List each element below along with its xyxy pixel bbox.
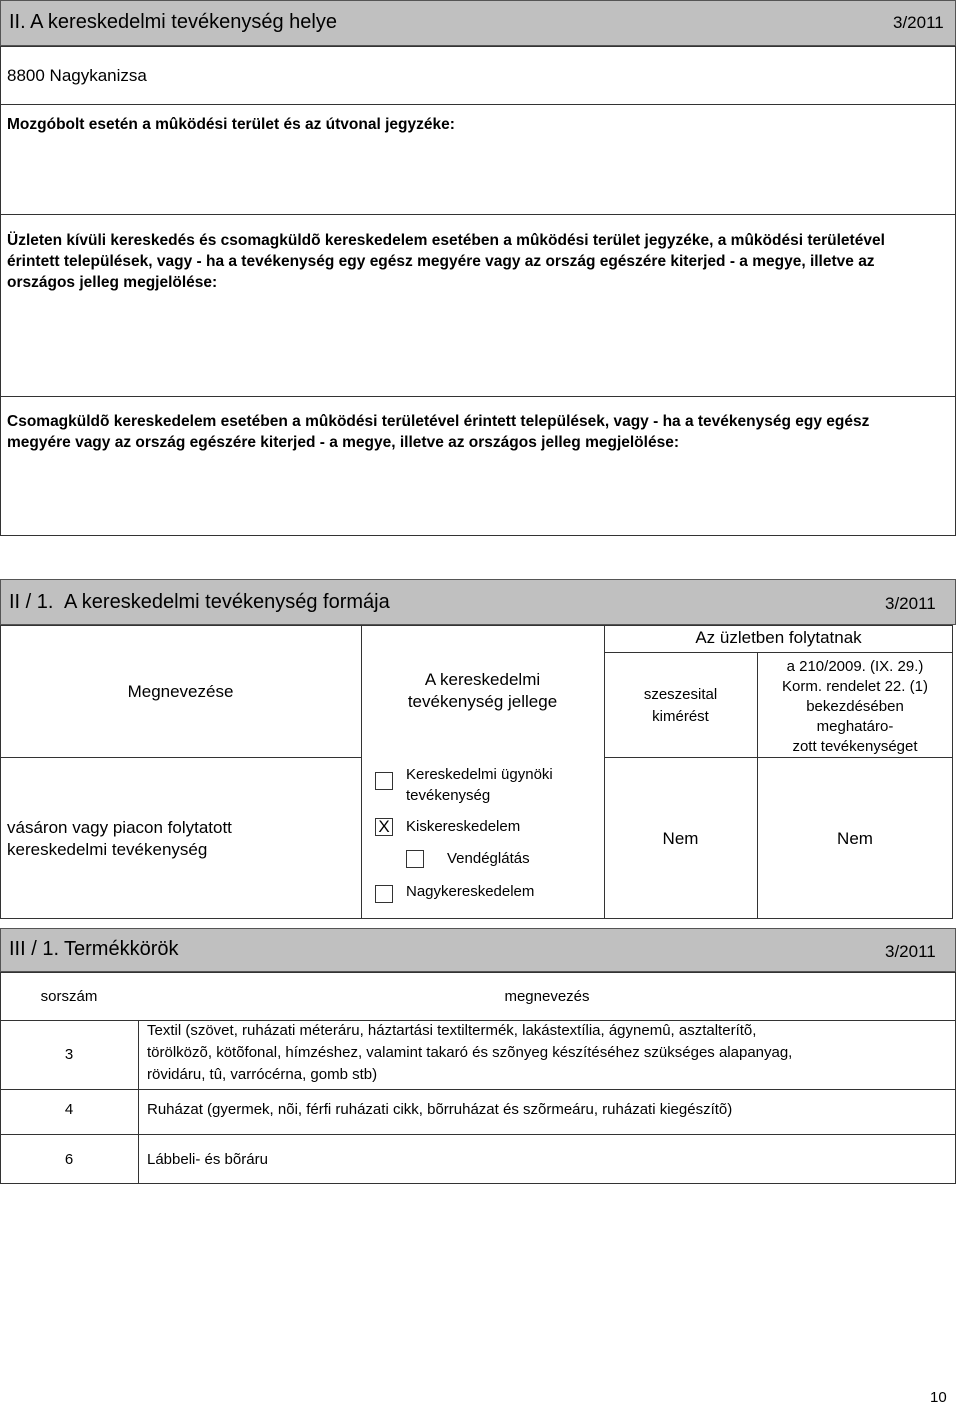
option-catering-checkbox[interactable]: [406, 850, 424, 868]
col-nature-header-line1: A kereskedelmi: [424, 670, 541, 689]
col-alcohol-header-line2: kimérést: [652, 708, 709, 725]
section21-title: A kereskedelmi tevékenység formája: [64, 591, 390, 613]
table-row-text: Lábbeli- és bõráru: [147, 1151, 268, 1168]
col-decree-header-line4: meghatáro-: [816, 718, 894, 735]
option-agent-label-line1: Kereskedelmi ügynöki: [406, 766, 553, 783]
table-row-text: Ruházat (gyermek, nõi, férfi ruházati cikk, bõrruházat és szõrmeáru, ruházati kiegészítõ): [147, 1101, 733, 1118]
section31-title: Termékkörök: [64, 938, 179, 960]
section31-title-prefix: III / 1.: [9, 938, 60, 960]
option-agent-label-line2: tevékenység: [406, 787, 491, 804]
col-nature-header-line2: tevékenység jellege: [407, 692, 558, 711]
location-value: 8800 Nagykanizsa: [7, 66, 147, 85]
table-row-num: 3: [64, 1046, 74, 1063]
col-decree-header-line3: bekezdésében: [806, 698, 904, 715]
option-retail-checkbox[interactable]: X: [375, 818, 393, 836]
col-product-header: megnevezés: [504, 988, 590, 1005]
col-decree-header-line1: a 210/2009. (IX. 29.): [786, 658, 924, 675]
page-number: 10: [930, 1389, 947, 1404]
option-retail-label: Kiskereskedelem: [406, 818, 521, 835]
table-row-num: 6: [64, 1151, 74, 1168]
option-catering-label: Vendéglátás: [447, 850, 530, 867]
table-row-text: törölközõ, kötõfonal, hímzéshez, valamint takaró és szõnyeg készítéséhez szükséges alapanyag,: [147, 1044, 793, 1061]
table-row-num: 4: [64, 1101, 74, 1118]
option-wholesale-label: Nagykereskedelem: [406, 883, 535, 900]
section21-code: 3/2011: [885, 594, 936, 613]
mail-order-label: Csomagküldõ kereskedelem esetében a mûködési területével érintett települések, vagy - ha a tevékenység egy egész megyére vagy az ország egészére kiterjed - a megye, illetve az országos jelleg megjelölése:: [7, 413, 870, 451]
outside-trade-label: Üzleten kívüli kereskedés és csomagküldõ kereskedelem esetében a mûködési terület jegyzéke, a mûködési területével érintett települések, vagy - ha a tevékenység egy egész megyére vagy az ország egészére kiterjed - a megye, illetve az országos jelleg megjelölése:: [7, 232, 885, 291]
col-name-header: Megnevezése: [127, 682, 234, 701]
col-decree-header-line2: Korm. rendelet 22. (1): [782, 678, 928, 695]
col-alcohol-header-line1: szeszesital: [643, 686, 718, 703]
section31-code: 3/2011: [885, 942, 936, 961]
section2-code: 3/2011: [893, 13, 944, 32]
section2-title: II. A kereskedelmi tevékenység helye: [9, 11, 337, 33]
row-name-line1: vásáron vagy piacon folytatott: [7, 818, 232, 837]
decree-value: Nem: [837, 829, 873, 848]
table-row-text: rövidáru, tû, varrócérna, gomb stb): [147, 1066, 378, 1083]
section21-title-prefix: II / 1.: [9, 591, 54, 613]
col-decree-header-line5: zott tevékenységet: [792, 738, 918, 755]
option-wholesale-checkbox[interactable]: [375, 885, 393, 903]
mobile-shop-label: Mozgóbolt esetén a mûködési terület és az útvonal jegyzéke:: [7, 116, 455, 133]
table-row-text: Textil (szövet, ruházati méteráru, háztartási textiltermék, lakástextília, ágynemû, asztalterítõ,: [147, 1022, 757, 1039]
col-num-header: sorszám: [40, 988, 98, 1005]
alcohol-value: Nem: [662, 829, 699, 848]
option-agent-checkbox[interactable]: [375, 772, 393, 790]
row-name-line2: kereskedelmi tevékenység: [7, 840, 208, 859]
col-group-header: Az üzletben folytatnak: [695, 628, 862, 647]
